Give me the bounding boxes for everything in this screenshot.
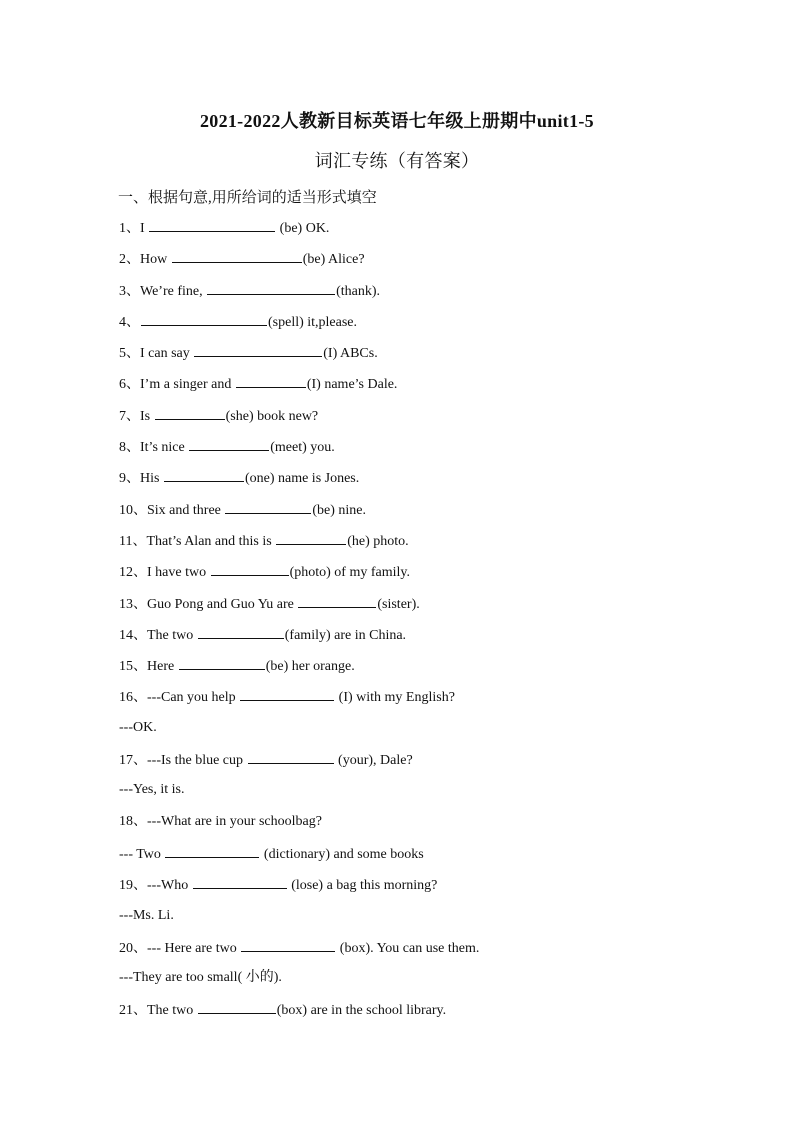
exercise-line bbox=[119, 655, 719, 686]
exercise-hint-text: (she) book new? bbox=[225, 408, 319, 424]
exercise-line bbox=[119, 906, 719, 937]
answer-blank[interactable] bbox=[207, 280, 335, 295]
exercise-text: 14、The two bbox=[119, 627, 197, 643]
answer-blank[interactable] bbox=[240, 686, 334, 701]
exercise-hint-text: (box). You can use them. bbox=[336, 940, 480, 956]
exercise-text: ---Yes, it is. bbox=[119, 782, 185, 798]
exercise-hint-text: (spell) it,please. bbox=[268, 314, 358, 330]
exercise-hint-text: (be) her orange. bbox=[265, 659, 355, 675]
answer-blank[interactable] bbox=[165, 843, 259, 858]
exercise-text: 8、It’s nice bbox=[119, 440, 189, 456]
answer-blank[interactable] bbox=[241, 937, 335, 952]
answer-blank[interactable] bbox=[198, 624, 284, 639]
exercise-line bbox=[119, 968, 719, 999]
section-heading: 一、根据句意,用所给词的适当形式填空 bbox=[118, 190, 377, 206]
exercise-line bbox=[119, 342, 719, 373]
exercise-line bbox=[119, 999, 719, 1030]
exercise-line bbox=[119, 499, 719, 530]
exercise-text: 2、How bbox=[119, 252, 171, 268]
answer-blank[interactable] bbox=[149, 217, 275, 232]
exercise-hint-text: (sister). bbox=[377, 596, 420, 612]
exercise-text: 1、I bbox=[119, 221, 149, 236]
exercise-text: 3、We’re fine, bbox=[119, 283, 207, 299]
exercise-line bbox=[119, 436, 719, 467]
exercise-line bbox=[119, 937, 719, 968]
exercise-line bbox=[119, 311, 719, 342]
exercise-line bbox=[119, 248, 719, 279]
exercise-line bbox=[119, 843, 719, 874]
answer-blank[interactable] bbox=[236, 373, 306, 388]
answer-blank[interactable] bbox=[155, 405, 225, 420]
exercise-text: 20、--- Here are two bbox=[119, 940, 241, 956]
exercise-text: ---Ms. Li. bbox=[119, 907, 174, 923]
document-title-line-1: 2021-2022人教新目标英语七年级上册期中unit1-5 bbox=[199, 111, 594, 131]
exercise-hint-text: (photo) of my family. bbox=[289, 565, 410, 581]
exercise-hint-text: (be) Alice? bbox=[302, 252, 365, 268]
exercise-line bbox=[119, 874, 719, 905]
exercise-text: 5、I can say bbox=[119, 346, 194, 362]
exercise-hint-text: (box) are in the school library. bbox=[276, 1003, 447, 1019]
answer-blank[interactable] bbox=[276, 530, 346, 545]
document-title-line-2: 词汇专练（有答案） bbox=[314, 151, 480, 171]
exercise-hint-text: (lose) a bag this morning? bbox=[287, 878, 438, 894]
exercise-text: 13、Guo Pong and Guo Yu are bbox=[119, 596, 298, 612]
exercise-text: 9、His bbox=[119, 471, 163, 487]
exercise-hint-text: (be) OK. bbox=[276, 221, 330, 236]
exercise-hint-text: (he) photo. bbox=[347, 533, 409, 549]
exercise-text: --- Two bbox=[119, 846, 165, 862]
exercise-hint-text: (family) are in China. bbox=[284, 627, 407, 643]
exercise-line bbox=[119, 624, 719, 655]
answer-blank[interactable] bbox=[164, 467, 244, 482]
exercise-hint-text: (I) ABCs. bbox=[323, 346, 378, 362]
exercise-line bbox=[119, 780, 719, 811]
answer-blank[interactable] bbox=[248, 749, 334, 764]
exercise-text: 17、---Is the blue cup bbox=[119, 753, 247, 769]
answer-blank[interactable] bbox=[179, 655, 265, 670]
exercise-text: 7、Is bbox=[119, 408, 154, 424]
exercise-text: ---OK. bbox=[119, 719, 157, 735]
exercise-line bbox=[119, 467, 719, 498]
exercise-list bbox=[119, 217, 719, 1031]
exercise-text: 21、The two bbox=[119, 1003, 197, 1019]
exercise-text: 19、---Who bbox=[119, 878, 192, 894]
exercise-line bbox=[119, 217, 719, 248]
exercise-line bbox=[119, 530, 719, 561]
answer-blank[interactable] bbox=[194, 342, 322, 357]
exercise-line bbox=[119, 686, 719, 717]
answer-blank[interactable] bbox=[211, 561, 289, 576]
exercise-hint-text: (I) name’s Dale. bbox=[306, 377, 398, 393]
exercise-text: 16、---Can you help bbox=[119, 690, 240, 706]
answer-blank[interactable] bbox=[172, 248, 302, 263]
exercise-text: 10、Six and three bbox=[119, 502, 225, 518]
exercise-line bbox=[119, 405, 719, 436]
exercise-line bbox=[119, 718, 719, 749]
exercise-text: 4、 bbox=[119, 314, 140, 330]
exercise-hint-text: (be) nine. bbox=[312, 502, 367, 518]
exercise-line bbox=[119, 749, 719, 780]
answer-blank[interactable] bbox=[193, 874, 287, 889]
exercise-hint-text: (meet) you. bbox=[270, 440, 335, 456]
exercise-line bbox=[119, 812, 719, 843]
exercise-hint-text: (one) name is Jones. bbox=[244, 471, 360, 487]
exercise-text: 12、I have two bbox=[119, 565, 210, 581]
exercise-hint-text: (dictionary) and some books bbox=[260, 846, 424, 862]
exercise-hint-text: (thank). bbox=[336, 283, 381, 299]
answer-blank[interactable] bbox=[225, 499, 311, 514]
exercise-text: 6、I’m a singer and bbox=[119, 377, 235, 393]
answer-blank[interactable] bbox=[141, 311, 267, 326]
exercise-text: 15、Here bbox=[119, 659, 178, 675]
exercise-text: ---They are too small( 小的). bbox=[119, 970, 282, 986]
exercise-line bbox=[119, 280, 719, 311]
answer-blank[interactable] bbox=[189, 436, 269, 451]
exercise-line bbox=[119, 561, 719, 592]
exercise-hint-text: (I) with my English? bbox=[335, 690, 455, 706]
exercise-line bbox=[119, 373, 719, 404]
exercise-text: 18、---What are in your schoolbag? bbox=[119, 813, 322, 829]
exercise-hint-text: (your), Dale? bbox=[334, 753, 413, 769]
answer-blank[interactable] bbox=[198, 999, 276, 1014]
exercise-text: 11、That’s Alan and this is bbox=[119, 533, 276, 549]
answer-blank[interactable] bbox=[298, 593, 376, 608]
exercise-line bbox=[119, 593, 719, 624]
